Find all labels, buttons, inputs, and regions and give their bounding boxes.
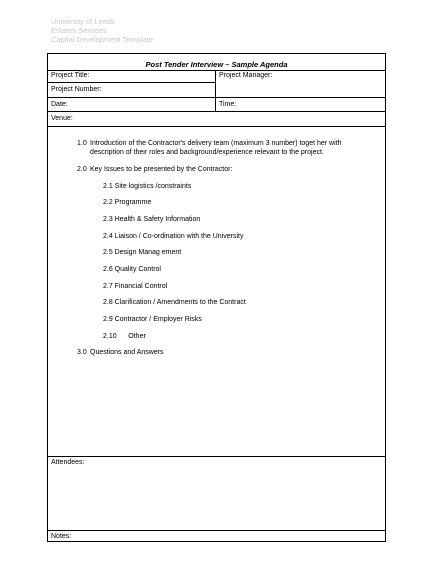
divider: [47, 82, 215, 83]
divider: [47, 126, 386, 127]
sub-item: 2.10 Other: [103, 333, 146, 340]
item-number: 3.0: [77, 349, 87, 356]
divider: [47, 70, 386, 71]
sub-item: 2.2 Programme: [103, 199, 152, 206]
sub-item: 2.5 Design Manag ement: [103, 249, 182, 256]
template-name: Capital Development Template: [51, 35, 154, 44]
agenda-item-text: Key Issues to be presented by the Contractor:: [90, 166, 233, 173]
item-number: 1.0: [77, 140, 87, 147]
notes-label: Notes:: [51, 533, 72, 540]
agenda-item-text: Questions and Answers: [90, 349, 164, 356]
divider: [47, 111, 386, 112]
divider: [47, 530, 386, 531]
attendees-label: Attendees:: [51, 459, 85, 466]
org-name: University of Leeds: [51, 17, 115, 26]
venue-label: Venue:: [51, 115, 73, 122]
date-label: Date:: [51, 101, 68, 108]
sub-item: 2.6 Quality Control: [103, 266, 161, 273]
project-number-label: Project Number:: [51, 86, 102, 93]
sub-item: 2.8 Clarification / Amendments to the Contract: [103, 299, 246, 306]
sub-item: 2.7 Financial Control: [103, 283, 168, 290]
project-manager-label: Project Manager:: [219, 72, 273, 79]
agenda-item-text: Introduction of the Contractor's delivery team (maximum 3 number) toget her with: [90, 140, 342, 147]
sub-item: 2.1 Site logistics /constraints: [103, 183, 192, 190]
page-title: Post Tender Interview – Sample Agenda: [145, 60, 288, 69]
item-number: 2.0: [77, 166, 87, 173]
agenda-item-text: description of their roles and background/experience relevant to the project.: [90, 149, 324, 156]
sub-item: 2.9 Contractor / Employer Risks: [103, 316, 202, 323]
divider: [215, 70, 216, 111]
divider: [47, 456, 386, 457]
divider: [47, 97, 386, 98]
time-label: Time:: [219, 101, 237, 108]
sub-item: 2.4 Liaison / Co-ordination with the University: [103, 233, 244, 240]
dept-name: Estates Services: [51, 26, 107, 35]
sub-item: 2.3 Health & Safety Information: [103, 216, 201, 223]
project-title-label: Project Title:: [51, 72, 90, 79]
